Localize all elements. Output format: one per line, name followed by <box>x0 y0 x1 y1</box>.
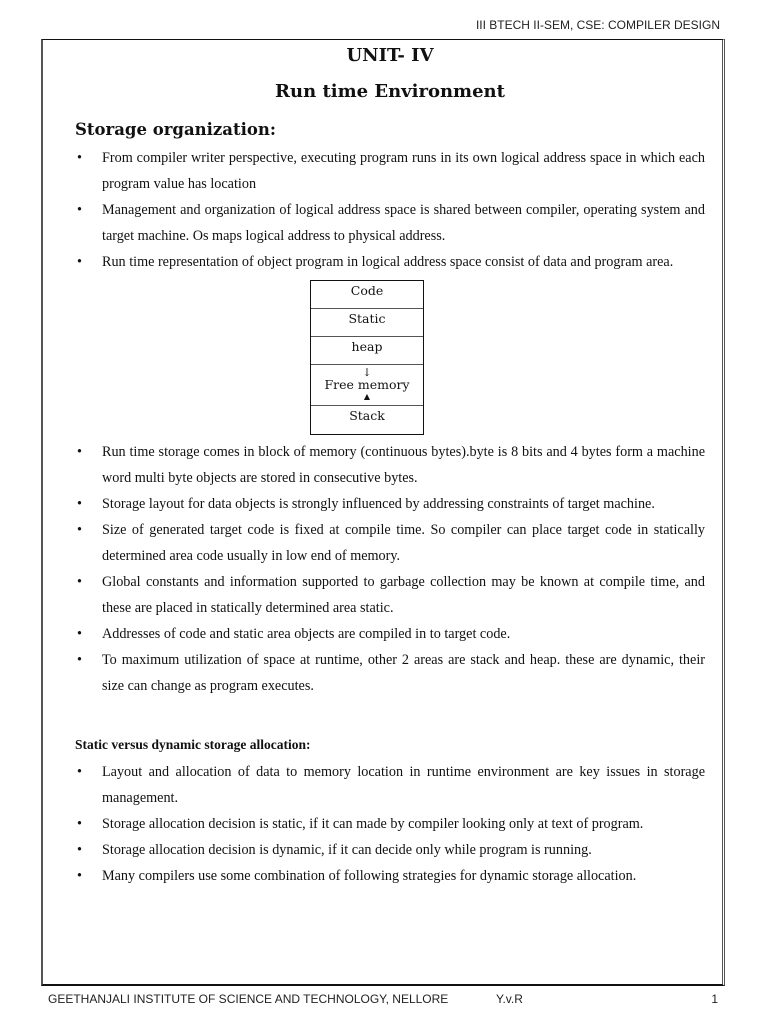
list-item: • Storage layout for data objects is strongly influenced by addressing constraints of target machine. <box>75 491 705 517</box>
bullet-list-storage-organization-1 <box>75 145 705 275</box>
bullet-icon: • <box>77 150 82 166</box>
diagram-cell-static: Static <box>311 309 423 337</box>
list-item: • Many compilers use some combination of following strategies for dynamic storage allocation. <box>75 863 705 889</box>
diagram-cell-heap: heap <box>311 337 423 365</box>
bullet-icon: • <box>77 444 82 460</box>
list-item: • Layout and allocation of data to memory location in runtime environment are key issues in storage management. <box>75 759 705 811</box>
running-header: III BTECH II-SEM, CSE: COMPILER DESIGN <box>475 18 720 32</box>
bullet-icon: • <box>77 202 82 218</box>
bullet-icon: • <box>77 652 82 668</box>
bullet-icon: • <box>77 254 82 270</box>
arrow-up-icon: ▲ <box>363 392 371 401</box>
bullet-icon: • <box>77 816 82 832</box>
list-item: • Size of generated target code is fixed at compile time. So compiler can place target code in statically determined area code usually in low end of memory. <box>75 517 705 569</box>
diagram-cell-free-memory <box>311 365 423 406</box>
bullet-icon: • <box>77 626 82 642</box>
bullet-icon: • <box>77 842 82 858</box>
list-item: • To maximum utilization of space at runtime, other 2 areas are stack and heap. these are dynamic, their size can change as program executes. <box>75 647 705 699</box>
list-item: • From compiler writer perspective, executing program runs in its own logical address space in which each program value has location <box>75 145 705 197</box>
free-memory-label: Free memory <box>324 377 410 392</box>
arrow-down-icon: ↓ <box>362 366 372 379</box>
footer-author: Y.v.R <box>496 992 523 1006</box>
diagram-cell-code: Code <box>311 281 423 309</box>
bullet-icon: • <box>77 522 82 538</box>
unit-title: UNIT- IV <box>346 45 434 66</box>
diagram-cell-stack: Stack <box>349 408 385 423</box>
bullet-list-static-vs-dynamic <box>75 759 705 889</box>
list-item: • Management and organization of logical address space is shared between compiler, operating system and target machine. Os maps logical address to physical address. <box>75 197 705 249</box>
list-item: • Global constants and information supported to garbage collection may be known at compile time, and these are placed in statically determined area static. <box>75 569 705 621</box>
bullet-icon: • <box>77 764 82 780</box>
bullet-list-storage-organization-2 <box>75 439 705 699</box>
bullet-icon: • <box>77 496 82 512</box>
section-heading-static-vs-dynamic: Static versus dynamic storage allocation: <box>75 737 311 752</box>
list-item: • Addresses of code and static area objects are compiled in to target code. <box>75 621 705 647</box>
bullet-icon: • <box>77 574 82 590</box>
section-heading-storage-organization: Storage organization: <box>75 120 276 139</box>
page-number: 1 <box>711 992 718 1006</box>
list-item: • Storage allocation decision is static, if it can made by compiler looking only at text of program. <box>75 811 705 837</box>
list-item: • Run time storage comes in block of memory (continuous bytes).byte is 8 bits and 4 bytes form a machine word multi byte objects are stored in consecutive bytes. <box>75 439 705 491</box>
footer-institute: GEETHANJALI INSTITUTE OF SCIENCE AND TECHNOLOGY, NELLORE <box>48 992 449 1006</box>
bullet-icon: • <box>77 868 82 884</box>
page-content <box>75 40 705 889</box>
list-item: • Run time representation of object program in logical address space consist of data and program area. <box>75 249 705 275</box>
page-title: Run time Environment <box>275 81 505 102</box>
list-item: • Storage allocation decision is dynamic, if it can decide only while program is running. <box>75 837 705 863</box>
memory-layout-diagram <box>310 280 424 435</box>
